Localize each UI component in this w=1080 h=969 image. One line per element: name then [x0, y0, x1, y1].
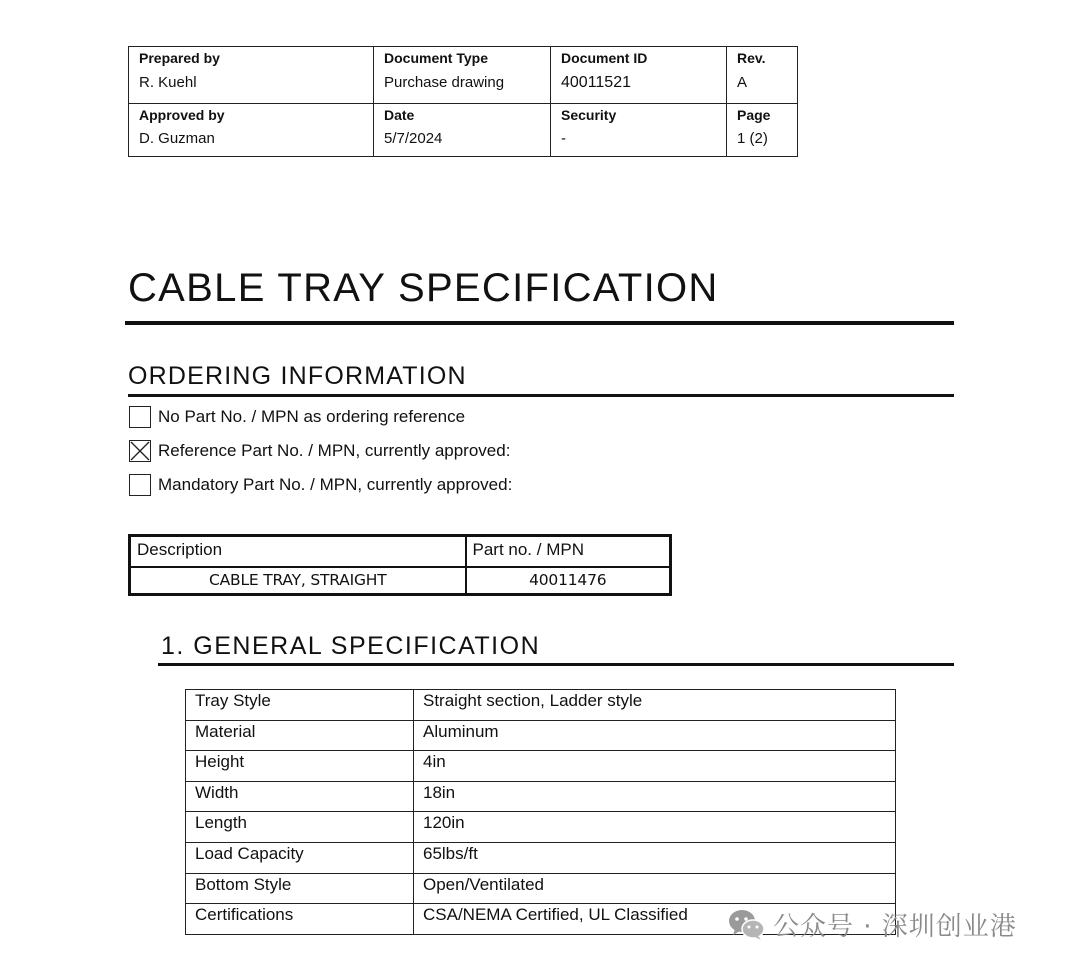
rev-cell [727, 47, 798, 104]
document-id-value: 40011521 [561, 74, 631, 91]
rev-label: Rev. [737, 50, 766, 66]
general-spec-divider [158, 663, 954, 666]
prepared-by-label: Prepared by [139, 50, 220, 66]
approved-by-value: D. Guzman [139, 130, 215, 147]
spec-key: Width [186, 781, 414, 812]
general-spec-table [185, 689, 896, 935]
security-label: Security [561, 107, 617, 123]
description-header: Description [130, 536, 466, 567]
part-number-value: 40011476 [466, 567, 671, 595]
security-value: - [561, 130, 566, 147]
spec-key: Height [186, 751, 414, 782]
approved-by-cell [129, 104, 374, 157]
option-mandatory-part-number[interactable] [129, 474, 512, 496]
spec-value: 4in [414, 751, 896, 782]
page-label: Page [737, 107, 771, 123]
option-no-part-number[interactable] [129, 406, 465, 428]
prepared-by-value: R. Kuehl [139, 74, 197, 91]
prepared-by-cell [129, 47, 374, 104]
ordering-heading: ORDERING INFORMATION [128, 362, 467, 390]
page-value: 1 (2) [737, 130, 768, 147]
checkbox-unchecked[interactable] [129, 406, 151, 428]
part-number-table [128, 534, 672, 596]
spec-value: 18in [414, 781, 896, 812]
document-title: CABLE TRAY SPECIFICATION [128, 266, 719, 310]
table-row [186, 842, 896, 873]
table-row [186, 873, 896, 904]
watermark [727, 906, 1017, 943]
spec-key: Bottom Style [186, 873, 414, 904]
checkbox-checked[interactable] [129, 440, 151, 462]
option-label: Mandatory Part No. / MPN, currently approved: [158, 475, 513, 494]
document-type-label: Document Type [384, 50, 488, 66]
option-reference-part-number[interactable] [129, 440, 510, 462]
spec-value: Straight section, Ladder style [414, 690, 896, 721]
spec-value: Open/Ventilated [414, 873, 896, 904]
part-number-header: Part no. / MPN [466, 536, 671, 567]
security-cell [551, 104, 727, 157]
spec-key: Material [186, 720, 414, 751]
spec-value: 120in [414, 812, 896, 843]
spec-value: Aluminum [414, 720, 896, 751]
spec-key: Certifications [186, 904, 414, 935]
spec-value: CSA/NEMA Certified, UL Classified [414, 904, 896, 935]
date-value: 5/7/2024 [384, 130, 443, 147]
table-row [186, 751, 896, 782]
table-row [186, 720, 896, 751]
approved-by-label: Approved by [139, 107, 225, 123]
document-header-table [128, 46, 798, 157]
cross-mark-icon [130, 441, 150, 461]
date-cell [374, 104, 551, 157]
date-label: Date [384, 107, 415, 123]
rev-value: A [737, 74, 748, 91]
spec-value: 65lbs/ft [414, 842, 896, 873]
option-label: Reference Part No. / MPN, currently approved: [158, 441, 511, 460]
wechat-icon [727, 908, 767, 942]
table-row [186, 690, 896, 721]
option-label: No Part No. / MPN as ordering reference [158, 407, 466, 426]
document-id-label: Document ID [561, 50, 648, 66]
document-id-cell [551, 47, 727, 104]
description-value: CABLE TRAY, STRAIGHT [130, 567, 466, 595]
title-divider [125, 321, 954, 325]
spec-key: Tray Style [186, 690, 414, 721]
spec-key: Load Capacity [186, 842, 414, 873]
ordering-divider [128, 394, 954, 397]
table-row [186, 812, 896, 843]
table-row [186, 781, 896, 812]
page-cell [727, 104, 798, 157]
general-spec-heading: 1. GENERAL SPECIFICATION [161, 632, 541, 660]
watermark-text: 公众号 · 深圳创业港 [773, 912, 1017, 942]
document-type-value: Purchase drawing [384, 74, 505, 91]
spec-key: Length [186, 812, 414, 843]
document-type-cell [374, 47, 551, 104]
checkbox-unchecked[interactable] [129, 474, 151, 496]
